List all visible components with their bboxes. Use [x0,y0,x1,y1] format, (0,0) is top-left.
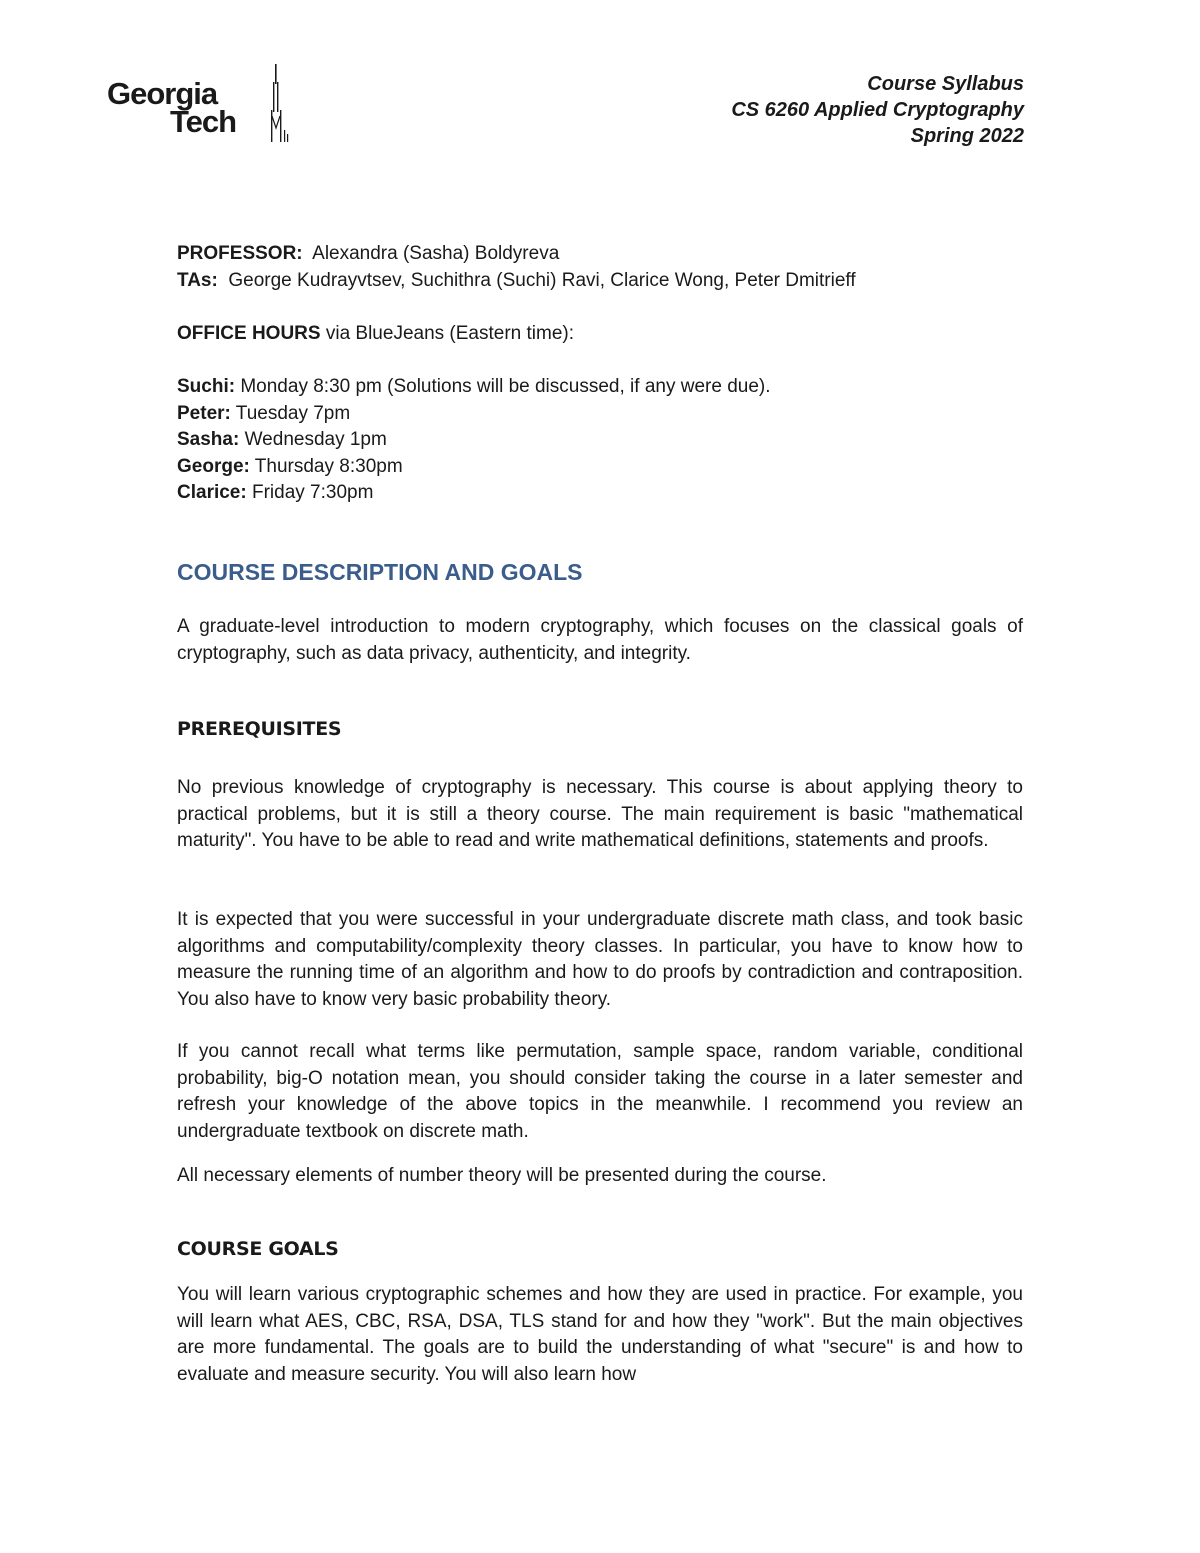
course-description-heading: COURSE DESCRIPTION AND GOALS [177,559,583,585]
professor-name: Alexandra (Sasha) Boldyreva [312,243,560,264]
staff-block [177,241,1023,294]
entry-time: Wednesday 1pm [244,429,387,450]
office-hours-rest: via BlueJeans (Eastern time): [325,323,575,344]
description-paragraph: A graduate-level introduction to modern cryptography, which focuses on the classical goals of cryptography, such as data privacy, authenticity, and integrity. [177,616,1023,664]
prerequisites-paragraph: It is expected that you were successful in your undergraduate discrete math class, and took basic algorithms and computability/complexity theory classes. In particular, you have to know how to measure the running time of an algorithm and how to do proofs by contradiction and contraposition. You also have to know very basic probability theory. [177,909,1023,1010]
entry-time: Monday 8:30 pm (Solutions will be discussed, if any were due). [240,376,771,397]
course-goals-heading: COURSE GOALS [177,1238,339,1260]
entry-time: Thursday 8:30pm [254,455,403,477]
logo-word-tech: Tech [170,104,237,139]
entry-name: Suchi: [177,376,236,397]
entry-time: Tuesday 7pm [235,402,351,424]
office-hours-entry [177,480,1023,507]
prerequisites-paragraph: No previous knowledge of cryptography is necessary. This course is about applying theory to practical problems, but it is still a theory course. The main requirement is basic "mathematical maturity". You have to be able to read and write mathematical definitions, statements and proofs. [177,777,1023,851]
professor-label: PROFESSOR: [177,243,303,264]
office-hours-heading-line [177,321,1023,348]
georgia-tech-logo [106,64,306,150]
prerequisites-p4 [177,1163,1023,1190]
prerequisites-paragraph: If you cannot recall what terms like permutation, sample space, random variable, conditional probability, big-O notation mean, you should consider taking the course in a later semester and refresh your knowledge of the above topics in the meanwhile. I recommend you review an undergraduate textbook on discrete math. [177,1041,1023,1142]
logo-word-georgia: Georgia [107,76,218,111]
office-hours-label: OFFICE HOURS [177,323,321,344]
office-hours-entry [177,427,1023,454]
entry-name: Clarice: [177,482,247,503]
office-hours-entry [177,374,1023,401]
tas-label: TAs: [177,269,218,291]
prerequisites-paragraph: All necessary elements of number theory will be presented during the course. [177,1165,827,1186]
syllabus-header [731,71,1024,149]
tas-names: George Kudrayvtsev, Suchithra (Suchi) Ravi, Clarice Wong, Peter Dmitrieff [228,269,856,291]
goals-paragraph: You will learn various cryptographic schemes and how they are used in practice. For example, you will learn what AES, CBC, RSA, DSA, TLS stand for and how they "work". But the main objectives are more fundamental. The goals are to build the understanding of what "secure" is and how to evaluate and measure security. You will also learn how [177,1284,1023,1385]
entry-time: Friday 7:30pm [251,482,374,503]
entry-name: Sasha: [177,429,240,450]
header-line-1: Course Syllabus [867,73,1024,95]
office-hours-list [177,374,1023,507]
header-course-title: CS 6260 Applied Cryptography [731,99,1024,121]
office-hours-entry [177,454,1023,481]
entry-name: Peter: [177,402,231,424]
entry-name: George: [177,455,250,477]
course-goals-p1 [177,1282,1023,1388]
professor-line [177,241,1023,268]
prerequisites-p1 [177,775,1023,855]
prerequisites-p3 [177,1039,1023,1145]
office-hours-entry [177,401,1023,428]
prerequisites-p2 [177,907,1023,1013]
header-term: Spring 2022 [910,125,1024,147]
course-description-text [177,614,1023,667]
tech-tower-icon [266,64,296,146]
prerequisites-heading: PREREQUISITES [177,718,342,740]
tas-line [177,268,1023,295]
